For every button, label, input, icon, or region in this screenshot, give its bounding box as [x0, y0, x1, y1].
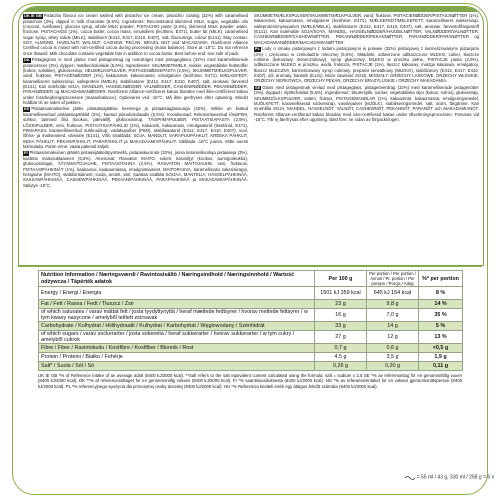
nutrition-title: Nutrition Information / Næringsværdi / Ravintosisältö / Næringsindhold / Næringsinnhold / Wartość odżywcza / Täpérték adatok [39, 271, 315, 287]
per-100g-header: Per 100 g [315, 271, 367, 287]
ingredients-block [23, 106, 248, 149]
row-perportion: 3,5 g [367, 353, 419, 362]
ingredients-block [23, 150, 248, 188]
row-label: Salt* / Suola / Sól / Só [39, 362, 315, 371]
row-label: Energy / Energi / Energia [39, 287, 315, 300]
language-tag: PL [255, 46, 261, 52]
ingredients-text: SKUMMETMÆLKSPULVER/SKUMMETMÆLKPULVER, vand, fruktose, PISTACIENØDDER/PISTASJNØTTER (1%), kakaosmør, kakaomasse, emulgatorer (lecithiner, E471), MÆLKEFEDT/MELKEFETT, karamelliseret sukkersirup, valleprotein/mysepulver (MÆLK/MELK), stabilisatorer (E412, E417, E410, E407), salt, aromaer, farvestof/fargestoff (E141). Kan indeholde SOJA/SOYA, MANDEL, HASSELNØDDER/HASSELNØTTER, VALNØDDER/VALNØTTER, CASHEWNØDDER/CASHEWNØTTER, PEKANNØDDER/PEKANNØTTER, PARANØDDER/PARANØTTER og MACADAMIANØDDER/MACADAMIANØTTER. [254, 13, 479, 45]
ingredients-text: Pistagegloss is med glasur med pistagesmag og overdraget med pistageglasur (32%) med karamelliserede pistaceknoer (3%), dyppet i mælkechokolade (5,5%). Ingredienser: SKUMMETMÆLK, sukker, vegetabilske fedtstoffer (kokos, solsikke), glukosesirup, HELMÆLKSPULVER, PISTAGENØDDEPASTA (2,5%), SKUMMETMÆLKSPULVER, vand, fruktose, PISTAGENØDDER (1%), kakaosmør, kakaomasse, emulgatorer (lecithiner, E471), MÆLKEFEDT, karamelliseret sukkersirup, valleprotein (MÆLK), stabilisatorer (E412, E417, E410, E407), salt, aromaer, farvestof (E141). Kan indeholde SOJA, MANDLER, HASSELNØDDER, VALNØDDER, CASHEWNØDDER, PEKANNØDDER, PARANØDDER og MACADAMIANØDDER. Rainforest Alliance-certificeret kakao blandes med ikke-certificeret kakao under forarbejdningsprocessen (massebalance). Opbevares ved -18°C. Må ikke genfryses efter optøning. Mindst holdbar til: se siden af pakken. [23, 57, 248, 105]
row-percent: 35 % [419, 309, 463, 322]
language-tag: FI [24, 150, 28, 156]
row-percent: 0,11 g [419, 362, 463, 371]
nutrition-header-row [39, 271, 463, 287]
row-per100: 27 g [315, 331, 367, 344]
row-perportion: 7,0 g [367, 309, 419, 322]
portion-info [405, 474, 494, 480]
row-label: Carbohydrate / Kolhydrat / Hiilihydraatit / Kulhydrat / Karbohydrat / Węglowodany / Szénhidrát [39, 322, 315, 331]
table-row [39, 331, 463, 344]
row-perportion: 12 g [367, 331, 419, 344]
ingredients-block [254, 46, 479, 84]
table-row [39, 287, 463, 300]
ingredients-block [254, 13, 479, 45]
ingredients-text: Pistaasinmakuinen jäätelö pistaasijäätelöpyörteellä, pistaasikuorrute (32%), jossa karamellisoituja pistaaseja (3%), kastettu maitosuklaaseen (5,5%). Ainesosat: Rasvaton MAITO, sokeri, kasviöljyt (kookos, auringonkukka), glukoosisiirappi, TÄYSMAITOJAUHE, PISTAASITAHNA (2,5%), RASVATON MAITOJAUHE, vesi, fruktoosi, PISTAASIPÄHKINÄT (1%), kaakaovoi, kaakaomassa, emulgointiaineet, MAITORASVA, karamellisoitu sokerisiirappi, herajauhe (MAITO), stabilointiaineet, suola, aromit, väri. Saattaa sisältää SOIJAA, MANTELIA, HASSELPÄHKINÄÄ, SAKSANPÄHKINÄÄ, CASHEWPÄHKINÄÄ, PEKAANIPÄHKINÄÄ, PARAPÄHKINÄÄ ja MAKADAMIAPÄHKINÄÄ. Säilytys -18°C. [23, 150, 248, 188]
ingredients-text: Lody o smaku pistacjowym z lodami pistacjowymi w polewie (32%) pistacjowej z karmelizowanymi pistacjami (3%) i częściowo w czekoladzie mlecznej (5,5%). Składniki: odtworzone odtłuszczone MLEKO, cukier, tłuszcze roślinne (kokosowy, słonecznikowy), syrop glukozowy, MLEKO w proszku pełne, PISTACJE pasta (2,5%), odtłuszczone MLEKO w proszku, woda, fruktoza, PISTACJE (1%), tłuszcz kakaowy, miazga kakaowa, emulgatory, tłuszcz MLECZNY, karmelizowany syrop cukrowy, preparat serwatkowy (MLEKO), stabilizatory (E412, E417, E410, E407), sól, aromaty, barwnik (E141). Może zawierać SOJĘ, MIGDAŁY, ORZECHY LASKOWE, ORZECHY WŁOSKIE, ORZECHY NERKOWCA, ORZECHY PEKAN, ORZECHY BRAZYLIJSKIE i ORZECHY MAKADAMIA. [254, 46, 479, 84]
section-divider [18, 266, 482, 267]
row-per100: 33 g [315, 322, 367, 331]
row-percent: 8 % [419, 287, 463, 300]
row-per100: 23 g [315, 300, 367, 309]
row-per100: 0,7 g [315, 344, 367, 353]
row-percent: 13 % [419, 331, 463, 344]
ingredients-block [254, 85, 479, 123]
ingredients-panel [18, 6, 484, 266]
language-tag: UK IE GB [24, 13, 42, 18]
ingredients-column-1 [23, 13, 248, 261]
row-percent: 1,9 g [419, 353, 463, 362]
table-row [39, 309, 463, 322]
percent-header: %* per portion [419, 271, 463, 287]
row-label: Fibre / Fiber / Ravintokuitu / Kostfibre / Kostfiber / Błonnik / Rost [39, 344, 315, 353]
table-row [39, 300, 463, 309]
ingredients-text: Glass med pistagesmak virvlad med pistageglass, pistageöverdrag (32%) med karamelliserade pistagenötter (3%), doppad i mjölkchoklad (5,5%). Ingredienser: Skummjölk, socker, vegetabiliska oljor (kokos, solros), glukossirap, SKUMMJÖLKSPULVER, vatten, fruktos, PISTAGEMANDLAR (1%), kakaosmör, kakaomassa, emulgeringsmedel, MJÖLKFETT, karamelliserad sockersirap, vasslepulver (MJÖLK), stabiliseringsmedel, salt, arom, färgämne. Kan innehålla SOJA, MANDEL, HASSELNÖT, VALNÖT, CASHEWNÖT, PEKANNÖT, PARANÖT och MAKADAMIANÖT. Rainforest Alliance-certifierad kakao blandas med icke-certifierad kakao under tillverkningsprocessen. Förvaras vid -18°C. Får ej återfrysas efter upptining. Bäst före: se sidan av förpackningen. [254, 84, 479, 123]
footnote-text: UK IE GB *% of Reference Intake of an average adult (8400 kJ/2000 kcal). **Salt refers to the salt equivalent content calculated using the formula: salt = sodium x 2,5 SE *% av referensintag för en genomsnittlig vuxen (8400 kJ/2000 kcal). DK **% af referenceindtaget for en gennemsnitlig voksen (8400 kJ/2000 kcal). FI *% saantisuosituksesta (8400 kJ/2000 kcal). NO *% av referanseinntaket for en voksen gjennomsnittsperson (8400 kJ/2000 kcal). PL *% referencyjnego spożycia dla przeciętnej osoby dorosłej (8400 kJ/2000 kcal). HU *% Referencia beviteli érték egy átlagos felnőtt számára (8400 kJ/2000 kcal). [38, 373, 462, 389]
row-per100: 1501 kJ 359 kcal [315, 287, 367, 300]
nutrition-footnote [38, 373, 462, 389]
row-percent: <0,5 g [419, 344, 463, 353]
row-per100: 0,26 g [315, 362, 367, 371]
nutrition-panel [38, 270, 462, 389]
ingredients-header-bar [19, 7, 483, 12]
language-tag: SE [255, 84, 261, 90]
table-row [39, 344, 463, 353]
ingredients-block [23, 13, 248, 56]
ingredients-text: Pistaatsiamaitseline jäätis pistaatsiajäätise keerisega ja pistaatsiaglasuuriga (32%), millele on lisatud karamelliseeritud pistaatsiapähklid (3%), kaetud piimašokolaadis (5,5%). Koostisosad: Rekonstitueeritud lõssiPIIM, suhkur, taimsed õlid (kookos, päevalill), glükoosisiirup, TÄISPIIMAPULBER, PISTAATSIAPASTA (2,5%), LÕSSIPULBER, vesi, fruktoos, PISTAATSIAPÄHKLID (1%), kakaovõi, kakaomass, emulgaatorid (letsitiinid, E471), PIIMARASV, karamelliseeritud suhkrusiirup, vadakupulber (PIIM), stabilisaatorid (E412, E417, E410, E407), sool, lõhna- ja maitseained, värvaine (E141). Võib sisaldada: SOJA, MANDLIT, SARAPUUPÄHKLIT, KREEKA PÄHKLIT, INDIA PÄHKLIT, PEKANIPÄHKLIT, PARAPÄHKLIT ja MAKADAAMIAPÄHKLIT. Säilitada -18°C juures. Mitte uuesti külmutada. Parim enne: vaata pakendi küljelt. [23, 106, 248, 149]
row-per100: 4,5 g [315, 353, 367, 362]
row-percent: 5 % [419, 322, 463, 331]
per-portion-header: Per portion / Per portion / Annos / Pr. portion / Per porsjon / Porcja / Adag [367, 271, 419, 287]
language-tag: EE [24, 106, 30, 112]
ingredients-block [23, 57, 248, 105]
portion-text: = 55 ml / 43 g, 330 ml / 258 g = 6 x [416, 474, 494, 481]
table-row [39, 322, 463, 331]
row-perportion: 0,6 g [367, 344, 419, 353]
row-perportion: 9,8 g [367, 300, 419, 309]
portion-icon [405, 474, 415, 480]
row-label: Fat / Fett / Rasva / Fedt / Tłuszcz / Zsír [39, 300, 315, 309]
nutrition-table [38, 270, 463, 371]
row-label: of which sugars / varav sockerarter / josta sokereita / heraf sukkerarter / hvorav sukkerarter / w tym cukry / amelyből cukrok [39, 331, 315, 344]
row-label: Protein / Proteini / Białko / Fehérje [39, 353, 315, 362]
row-perportion: 645 kJ 154 kcal [367, 287, 419, 300]
table-row [39, 353, 463, 362]
row-perportion: 14 g [367, 322, 419, 331]
row-percent: 14 % [419, 300, 463, 309]
table-row [39, 362, 463, 371]
ingredients-columns [23, 13, 479, 261]
row-perportion: 0,20 g [367, 362, 419, 371]
ingredients-column-2 [254, 13, 479, 261]
language-tag: DK [24, 57, 30, 62]
ingredients-text: Pistachio flavour ice cream swirled with pistachio ice cream, pistachio coating (32%) with caramelised pistachios (3%), dipped in milk chocolate (5.5%). Ingredients: Reconstituted skimmed MILK, sugar, vegetable oils (coconut, sunflower), glucose syrup, whole MILK powder, PISTACHIO paste (2.5%), skimmed MILK powder, water, fructose, PISTACHIOS (1%), cocoa butter, cocoa mass, emulsifiers (lecithins, E471), butter fat (MILK), caramelised sugar syrup, whey solids (MILK), stabilisers (E412, E417, E410, E407), salt, flavourings, colour (E141). May contain: SOY, ALMOND, HAZELNUT, WALNUT, CASHEW, PECAN, BRAZIL NUT and MACADAMIA. Rainforest Alliance Certified cocoa is mixed with non-certified cocoa during processing (mass balance). Store at -18°C. Do not refreeze once thawed. Milk chocolate contains vegetable fats in addition to cocoa butter. Best before end: see side of pack. [23, 13, 248, 56]
row-label: of which saturates / varav mättat fett / josta tyydyttynyttä / heraf mættede fedtsyrer / hvorav mettede fettsyrer / w tym kwasy nasycone / amelyből telített zsírsavak [39, 309, 315, 322]
row-per100: 16 g [315, 309, 367, 322]
